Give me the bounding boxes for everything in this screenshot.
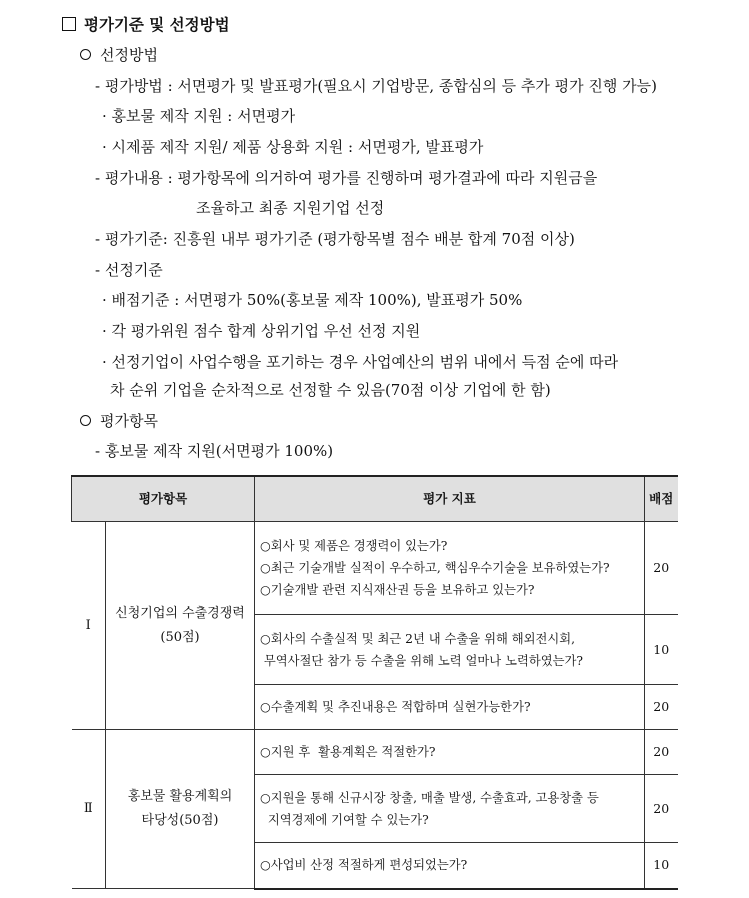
table-row [72, 522, 678, 615]
selection-heading-text: 선정방법 [100, 46, 158, 64]
group-name [106, 730, 255, 889]
method-sub2: · 시제품 제작 지원/ 제품 상용화 지원 : 서면평가, 발표평가 [102, 138, 484, 156]
group-name-line1: 신청기업의 수출경쟁력 [115, 605, 245, 621]
standard-sub1: · 배점기준 : 서면평가 50%(홍보물 제작 100%), 발표평가 50% [102, 291, 523, 309]
group-number: Ⅰ [72, 522, 106, 730]
indicator-line: ○회사 및 제품은 경쟁력이 있는가? [260, 539, 448, 553]
checkbox-square-icon [62, 17, 76, 31]
indicator-line: ○지원을 통해 신규시장 창출, 매출 발생, 수출효과, 고용창출 등 [260, 790, 599, 805]
table-row [72, 730, 678, 775]
items-sub-line: - 홍보물 제작 지원(서면평가 100%) [95, 442, 334, 460]
group-name [106, 522, 255, 730]
indicator-line: 지역경제에 기여할 수 있는가? [260, 812, 429, 827]
items-heading-text: 평가항목 [100, 412, 158, 430]
standard-sub3-line2: 차 순위 기업을 순차적으로 선정할 수 있음(70점 이상 기업에 한 함) [110, 381, 551, 399]
indicator-cell [255, 730, 645, 775]
indicator-cell [255, 775, 645, 843]
indicator-line: ○수출계획 및 추진내용은 적합하며 실현가능한가? [260, 700, 531, 714]
indicator-line: ○지원 후 활용계획은 적절한가? [260, 745, 436, 759]
indicator-cell [255, 685, 645, 730]
score-cell: 10 [645, 615, 678, 685]
group-name-line1: 홍보물 활용계획의 [127, 789, 233, 804]
group-number: Ⅱ [72, 730, 106, 889]
score-cell: 10 [645, 843, 678, 889]
content-line1: - 평가내용 : 평가항목에 의거하여 평가를 진행하며 평가결과에 따라 지원금을 [95, 169, 598, 187]
table-header-row [72, 476, 678, 522]
criteria-line: - 평가기준: 진흥원 내부 평가기준 (평가항목별 점수 배분 합계 70점 이상) [95, 230, 575, 248]
circle-bullet-icon [80, 49, 91, 60]
method-line: - 평가방법 : 서면평가 및 발표평가(필요시 기업방문, 종합심의 등 추가 평가 진행 가능) [95, 77, 657, 95]
indicator-line: ○사업비 산정 적절하게 편성되었는가? [260, 858, 468, 873]
section-title [62, 15, 230, 35]
indicator-cell [255, 522, 645, 615]
score-cell: 20 [645, 730, 678, 775]
header-score: 배점 [645, 476, 678, 522]
indicator-line: ○기술개발 관련 지식재산권 등을 보유하고 있는가? [260, 583, 535, 597]
section-title-text: 평가기준 및 선정방법 [84, 15, 230, 34]
method-sub1: · 홍보물 제작 지원 : 서면평가 [102, 107, 296, 125]
items-heading [80, 411, 158, 431]
selection-heading [80, 45, 158, 65]
indicator-cell [255, 843, 645, 889]
standard-sub3-line1: · 선정기업이 사업수행을 포기하는 경우 사업예산의 범위 내에서 득점 순에 따라 [102, 353, 619, 371]
score-cell: 20 [645, 685, 678, 730]
header-item: 평가항목 [72, 476, 255, 522]
indicator-cell [255, 615, 645, 685]
indicator-line: 무역사절단 참가 등 수출을 위해 노력 얼마나 노력하였는가? [260, 653, 583, 668]
group-name-line2: (50점) [160, 629, 200, 645]
evaluation-table [71, 475, 678, 890]
indicator-line: ○회사의 수출실적 및 최근 2년 내 수출을 위해 해외전시회, [260, 631, 576, 646]
header-indicator: 평가 지표 [255, 476, 645, 522]
content-line2: 조율하고 최종 지원기업 선정 [196, 199, 385, 217]
standard-sub2: · 각 평가위원 점수 합계 상위기업 우선 선정 지원 [102, 322, 421, 340]
indicator-line: ○최근 기술개발 실적이 우수하고, 핵심우수기술을 보유하였는가? [260, 561, 610, 575]
score-cell: 20 [645, 522, 678, 615]
group-name-line2: 타당성(50점) [141, 813, 219, 828]
standard-line: - 선정기준 [95, 261, 163, 279]
circle-bullet-icon [80, 415, 91, 426]
score-cell: 20 [645, 775, 678, 843]
